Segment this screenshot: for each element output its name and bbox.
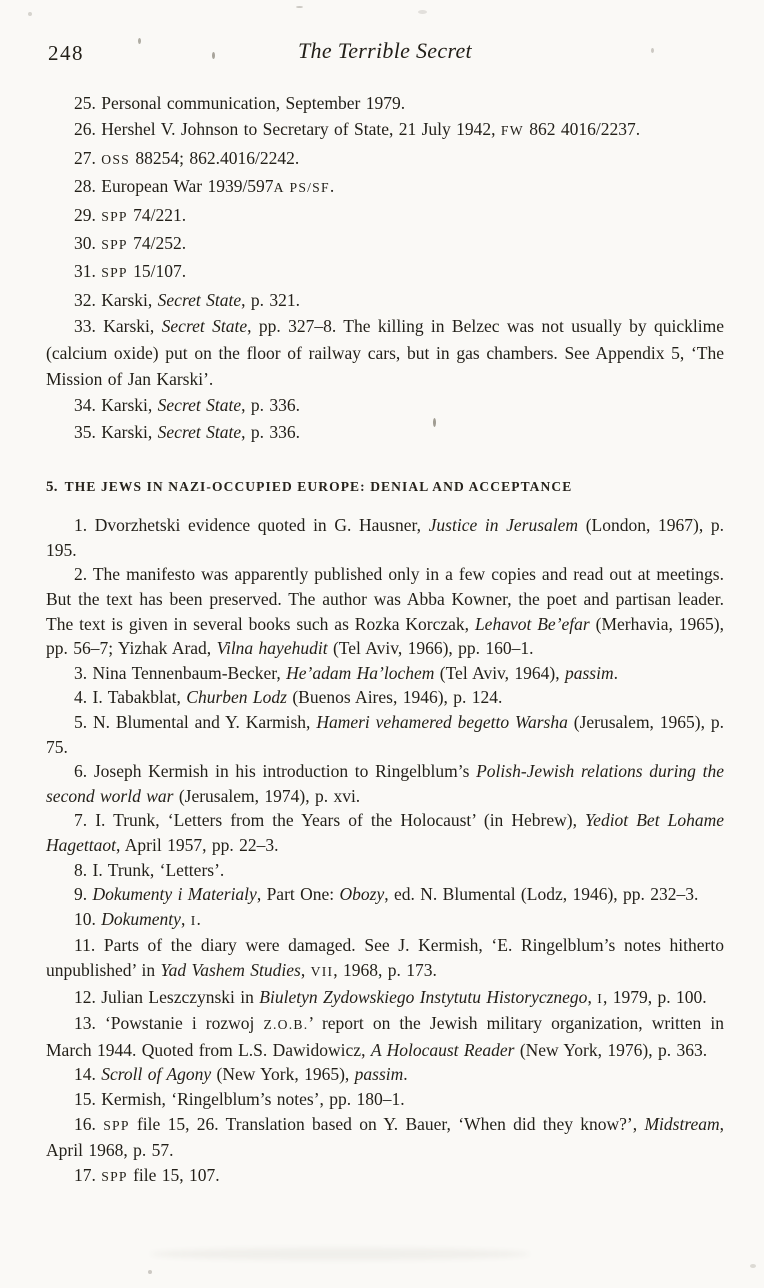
note-small-caps-text: Z.O.B. — [263, 1017, 309, 1033]
note-text: , — [587, 986, 598, 1007]
note-small-caps-text: VII — [310, 963, 334, 979]
note-text: (Jerusalem, 1974), p. xvi. — [173, 785, 361, 806]
note-small-caps-text: SPP — [101, 265, 128, 281]
note-text: 8. I. Trunk, ‘Letters’. — [74, 859, 225, 880]
note-text: 11. Parts of the diary were damaged. See J. Kermish, ‘E. Ringelblum’s notes hitherto unpublished’ in — [46, 935, 724, 980]
note-small-caps-text: SPP — [101, 237, 128, 253]
note-text: 1. Dvorzhetski evidence quoted in G. Hausner, — [74, 515, 429, 536]
endnote — [46, 985, 724, 1012]
note-text: (Tel Aviv, 1966), pp. 160–1. — [327, 638, 534, 659]
section-number: 5. — [46, 479, 58, 496]
note-text: 7. I. Trunk, ‘Letters from the Years of the Holocaust’ (in Hebrew), — [74, 810, 586, 831]
note-text: 2. The manifesto was apparently published only in a few copies and read out at meetings. But the text has been preserved. The author was Abba Kowner, the poet and partisan leader. The text is given in several books such as Rozka Korczak, — [46, 564, 724, 634]
note-text: (Tel Aviv, 1964), — [434, 662, 565, 683]
note-text: . — [613, 662, 618, 683]
endnote — [46, 710, 724, 759]
endnote — [46, 1062, 724, 1087]
note-small-caps-text: FW — [500, 123, 524, 139]
note-small-caps-text: SPP — [101, 1168, 128, 1184]
endnote — [46, 419, 724, 445]
note-italic-text: Secret State — [157, 421, 242, 442]
note-italic-text: passim — [565, 662, 614, 683]
scan-speck — [28, 12, 32, 16]
endnote — [46, 661, 724, 686]
endnote — [46, 313, 724, 392]
note-text: 35. Karski, — [74, 421, 158, 442]
note-text: (Merhavia, 1965), pp. 56–7; Yizhak Arad, — [46, 613, 724, 659]
note-text: , p. 336. — [241, 395, 300, 416]
endnote — [46, 202, 724, 230]
scan-speck — [148, 1270, 152, 1274]
note-italic-text: Midstream — [644, 1113, 720, 1134]
note-text: , Part One: — [256, 884, 340, 905]
scan-speck — [651, 48, 654, 53]
note-text: , 1968, p. 173. — [333, 959, 437, 980]
note-text: 32. Karski, — [74, 289, 158, 310]
note-italic-text: Scroll of Agony — [101, 1064, 212, 1085]
note-text: , p. 336. — [241, 421, 300, 442]
running-title: The Terrible Secret — [298, 38, 472, 63]
note-text: . — [403, 1064, 408, 1085]
endnote — [46, 882, 724, 907]
note-text: file 15, 107. — [127, 1164, 220, 1185]
note-text: , 1979, p. 100. — [602, 986, 707, 1007]
endnotes-chapter-5 — [46, 513, 724, 1189]
note-text: , pp. 327–8. The killing in Belzec was not usually by quicklime (calcium oxide) put on the floor of railway cars, but in gas chambers. See Appendix 5, ‘The Mission of Jan Karski’. — [46, 316, 725, 390]
section-heading — [46, 479, 724, 496]
note-text: 31. — [74, 261, 102, 282]
section-title: THE JEWS IN NAZI-OCCUPIED EUROPE: DENIAL AND ACCEPTANCE — [64, 479, 573, 495]
note-text: 10. — [74, 908, 102, 929]
endnote — [46, 173, 724, 201]
note-italic-text: Secret State — [157, 395, 242, 416]
scan-smudge — [150, 1248, 530, 1260]
note-text: (Jerusalem, 1965), p. 75. — [46, 712, 725, 757]
note-text: 34. Karski, — [74, 395, 158, 416]
note-text: , p. 321. — [241, 289, 300, 310]
note-italic-text: Biuletyn Zydowskiego Instytutu Historycznego — [259, 986, 588, 1007]
note-text: 15/107. — [127, 261, 187, 282]
endnote — [46, 258, 724, 286]
note-text: , April 1968, p. 57. — [46, 1113, 725, 1161]
note-italic-text: A Holocaust Reader — [370, 1039, 515, 1060]
endnote — [46, 562, 724, 660]
note-italic-text: Polish-Jewish relations during the second world war — [46, 761, 725, 806]
endnote — [46, 116, 724, 144]
note-italic-text: Secret State — [161, 316, 248, 337]
scan-speck — [750, 1264, 756, 1268]
endnote — [46, 287, 724, 313]
note-text: 14. — [74, 1064, 102, 1085]
note-text: 25. Personal communication, September 1979. — [74, 93, 406, 113]
note-text: 3. Nina Tennenbaum-Becker, — [74, 662, 287, 683]
note-italic-text: Secret State — [157, 289, 242, 310]
note-italic-text: passim — [354, 1064, 404, 1085]
note-small-caps-text: I — [190, 912, 197, 928]
note-small-caps-text: A PS/SF — [273, 180, 330, 196]
endnote — [46, 513, 724, 562]
note-text: . — [196, 908, 201, 929]
endnote — [46, 907, 724, 934]
note-italic-text: Dokumenty — [101, 908, 181, 929]
endnote — [46, 1011, 724, 1062]
note-italic-text: Dokumenty i Materialy — [92, 884, 257, 905]
note-text: (New York, 1965), — [211, 1064, 355, 1085]
note-text: 30. — [74, 233, 102, 254]
note-text: 15. Kermish, ‘Ringelblum’s notes’, pp. 180–1. — [74, 1088, 405, 1109]
note-italic-text: Obozy — [339, 884, 385, 905]
note-text: (Buenos Aires, 1946), p. 124. — [286, 687, 503, 708]
note-text: 26. Hershel V. Johnson to Secretary of State, 21 July 1942, — [74, 119, 501, 140]
endnote — [46, 933, 724, 984]
note-text: 16. — [74, 1113, 104, 1134]
note-italic-text: Yediot Bet Lohame Hagettaot — [46, 810, 725, 855]
endnote — [46, 145, 724, 173]
endnote — [46, 808, 724, 857]
note-italic-text: Hameri vehamered begetto Warsha — [316, 712, 568, 733]
note-text: 28. European War 1939/597 — [74, 176, 274, 197]
note-text: , April 1957, pp. 22–3. — [116, 835, 279, 855]
note-italic-text: He’adam Ha’lochem — [286, 662, 435, 683]
note-text: 12. Julian Leszczynski in — [74, 986, 260, 1007]
note-text: 27. — [74, 147, 102, 168]
endnote — [46, 230, 724, 258]
page-number: 248 — [48, 41, 84, 65]
note-small-caps-text: OSS — [101, 151, 130, 167]
note-italic-text: Churben Lodz — [186, 687, 287, 708]
note-text: 5. N. Blumental and Y. Karmish, — [74, 712, 317, 733]
note-text: 17. — [74, 1164, 102, 1185]
note-text: (London, 1967), p. 195. — [46, 515, 724, 560]
endnote — [46, 1112, 724, 1163]
endnote — [46, 1163, 724, 1190]
endnote — [46, 90, 724, 116]
note-text: 4. I. Tabakblat, — [74, 687, 187, 708]
note-text: 33. Karski, — [74, 316, 162, 337]
note-text: . — [329, 176, 335, 197]
note-italic-text: Yad Vashem Studies — [160, 959, 301, 980]
note-text: (New York, 1976), p. 363. — [514, 1039, 708, 1060]
note-small-caps-text: SPP — [103, 1117, 130, 1133]
note-small-caps-text: I — [597, 990, 603, 1006]
text-column — [46, 38, 724, 1189]
note-text: 88254; 862.4016/2242. — [129, 147, 300, 168]
note-text: 862 4016/2237. — [523, 119, 641, 140]
note-text: 6. Joseph Kermish in his introduction to Ringelblum’s — [74, 761, 477, 782]
note-text: file 15, 26. Translation based on Y. Bauer, ‘When did they know?’, — [129, 1113, 645, 1134]
scan-speck — [138, 38, 141, 44]
endnote — [46, 392, 724, 418]
page-header — [46, 38, 724, 72]
note-text: 9. — [74, 884, 93, 905]
note-text: , — [180, 908, 191, 929]
note-italic-text: Lehavot Be’efar — [474, 613, 590, 634]
note-small-caps-text: SPP — [101, 208, 128, 224]
note-text: ’ report on the Jewish military organization, written in March 1944. Quoted from L.S. Dawidowicz, — [46, 1013, 724, 1060]
endnote — [46, 858, 724, 883]
endnote — [46, 1087, 724, 1112]
note-text: 29. — [74, 204, 102, 225]
note-text: , — [300, 959, 311, 980]
note-italic-text: Vilna hayehudit — [216, 638, 328, 659]
note-italic-text: Justice in Jerusalem — [428, 515, 579, 536]
endnote — [46, 759, 724, 808]
note-text: 74/221. — [127, 204, 187, 225]
note-text: 13. ‘Powstanie i rozwoj — [74, 1013, 264, 1034]
scan-speck — [296, 6, 303, 8]
scan-speck — [433, 418, 436, 427]
endnote — [46, 685, 724, 710]
note-text: , ed. N. Blumental (Lodz, 1946), pp. 232–3. — [384, 884, 699, 905]
note-text: 74/252. — [127, 233, 187, 254]
scan-speck — [418, 10, 427, 14]
scan-speck — [212, 52, 215, 59]
endnotes-previous-chapter — [46, 90, 724, 445]
